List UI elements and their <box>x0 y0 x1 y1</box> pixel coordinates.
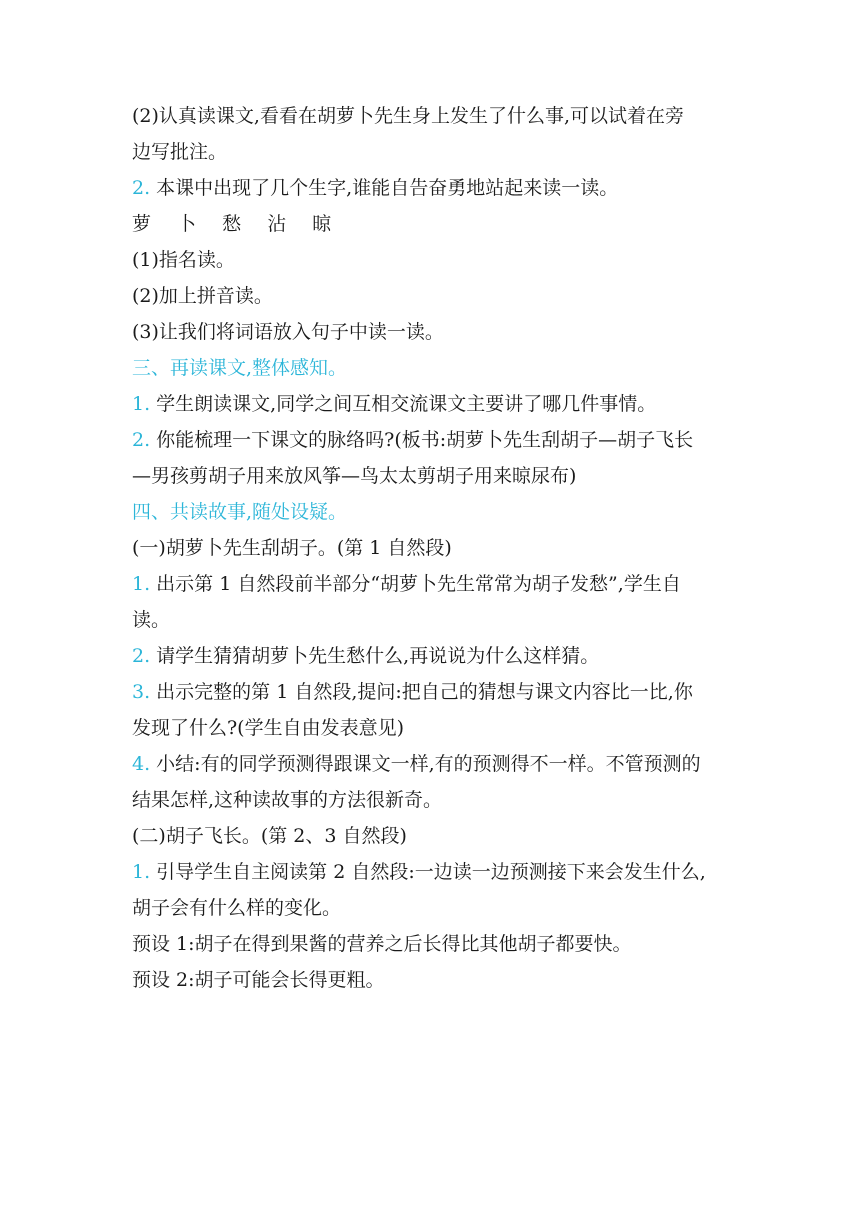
new-character: 晾 <box>312 213 332 235</box>
paragraph-line: (1)指名读。 <box>132 249 235 271</box>
list-item <box>132 854 742 890</box>
paragraph-line: 边写批注。 <box>132 141 228 163</box>
list-text: 学生朗读课文,同学之间互相交流课文主要讲了哪几件事情。 <box>150 393 657 415</box>
paragraph-line: 结果怎样,这种读故事的方法很新奇。 <box>132 789 443 811</box>
list-text: 请学生猜猜胡萝卜先生愁什么,再说说为什么这样猜。 <box>150 645 600 667</box>
paragraph-line: 胡子会有什么样的变化。 <box>132 897 342 919</box>
paragraph-line: 预设 1:胡子在得到果酱的营养之后长得比其他胡子都要快。 <box>132 933 632 955</box>
list-number: 2. <box>132 177 151 199</box>
subsection-heading: (二)胡子飞长。(第 2、3 自然段) <box>132 825 407 847</box>
list-number: 2. <box>132 429 151 451</box>
list-item <box>132 170 742 206</box>
section-heading: 三、再读课文,整体感知。 <box>132 357 348 379</box>
list-number: 3. <box>132 681 151 703</box>
list-number: 2. <box>132 645 151 667</box>
paragraph-line: (2)加上拼音读。 <box>132 285 273 307</box>
new-character: 沾 <box>267 213 287 235</box>
list-text: 出示第 1 自然段前半部分“胡萝卜先生常常为胡子发愁”,学生自 <box>150 573 681 595</box>
paragraph-line: 读。 <box>132 609 171 631</box>
section-heading: 四、共读故事,随处设疑。 <box>132 501 348 523</box>
new-character: 愁 <box>222 213 242 235</box>
list-item <box>132 386 742 422</box>
list-text: 出示完整的第 1 自然段,提问:把自己的猜想与课文内容比一比,你 <box>150 681 693 703</box>
list-number: 1. <box>132 861 151 883</box>
list-item <box>132 566 742 602</box>
subsection-heading: (一)胡萝卜先生刮胡子。(第 1 自然段) <box>132 537 452 559</box>
paragraph-line: 发现了什么?(学生自由发表意见) <box>132 717 405 739</box>
list-item <box>132 422 742 458</box>
list-number: 1. <box>132 573 151 595</box>
list-item <box>132 746 742 782</box>
paragraph-line: —男孩剪胡子用来放风筝—鸟太太剪胡子用来晾尿布) <box>132 465 577 487</box>
list-number: 4. <box>132 753 151 775</box>
list-text: 你能梳理一下课文的脉络吗?(板书:胡萝卜先生刮胡子—胡子飞长 <box>150 429 694 451</box>
list-text: 本课中出现了几个生字,谁能自告奋勇地站起来读一读。 <box>150 177 619 199</box>
document-body <box>132 98 742 998</box>
new-characters-row <box>132 206 742 242</box>
list-text: 小结:有的同学预测得跟课文一样,有的预测得不一样。不管预测的 <box>150 753 701 775</box>
paragraph-line: 预设 2:胡子可能会长得更粗。 <box>132 969 385 991</box>
list-item <box>132 638 742 674</box>
new-character: 卜 <box>177 213 197 235</box>
list-text: 引导学生自主阅读第 2 自然段:一边读一边预测接下来会发生什么, <box>150 861 706 883</box>
paragraph-line: (2)认真读课文,看看在胡萝卜先生身上发生了什么事,可以试着在旁 <box>132 105 684 127</box>
list-number: 1. <box>132 393 151 415</box>
list-item <box>132 674 742 710</box>
new-character: 萝 <box>132 213 152 235</box>
paragraph-line: (3)让我们将词语放入句子中读一读。 <box>132 321 444 343</box>
